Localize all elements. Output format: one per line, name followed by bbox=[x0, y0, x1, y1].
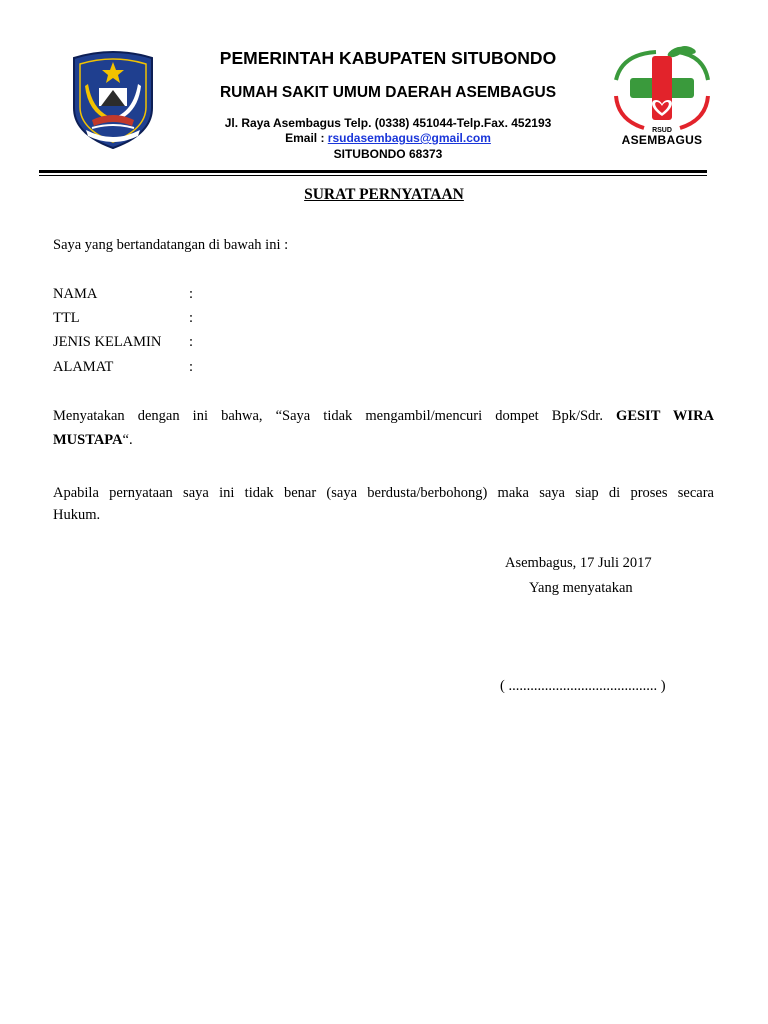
field-label-ttl: TTL bbox=[53, 310, 80, 326]
field-colon: : bbox=[189, 359, 194, 375]
statement-line-2 bbox=[53, 432, 133, 449]
statement-name-part2: MUSTAPA bbox=[53, 432, 123, 448]
field-label-nama: NAMA bbox=[53, 286, 98, 302]
email-label: Email : bbox=[285, 131, 328, 145]
field-colon: : bbox=[189, 310, 194, 326]
field-label-alamat: ALAMAT bbox=[53, 359, 114, 375]
statement-name-part1: GESIT WIRA bbox=[616, 408, 715, 424]
letterhead-city: SITUBONDO 68373 bbox=[333, 147, 443, 161]
letterhead bbox=[0, 0, 768, 180]
letterhead-rule-thick bbox=[39, 170, 707, 173]
field-colon: : bbox=[189, 334, 194, 350]
consequence-line-1: Apabila pernyataan saya ini tidak benar (saya berdusta/berbohong) maka saya siap di proses secara bbox=[53, 485, 714, 501]
place-date: Asembagus, 17 Juli 2017 bbox=[505, 555, 652, 571]
document-title: SURAT PERNYATAAN bbox=[304, 186, 464, 203]
regency-crest-icon bbox=[68, 50, 158, 150]
rsud-logo-name: ASEMBAGUS bbox=[621, 133, 703, 147]
closing-text: Yang menyatakan bbox=[529, 580, 633, 596]
intro-text: Saya yang bertandatangan di bawah ini : bbox=[53, 237, 289, 253]
field-colon: : bbox=[189, 286, 194, 302]
statement-line-1 bbox=[53, 404, 714, 428]
consequence-line-2: Hukum. bbox=[53, 507, 101, 523]
field-label-jenis-kelamin: JENIS KELAMIN bbox=[53, 334, 162, 350]
statement-prefix: Menyatakan dengan ini bahwa, “Saya tidak mengambil/mencuri dompet Bpk/Sdr. bbox=[53, 408, 617, 424]
letterhead-address: Jl. Raya Asembagus Telp. (0338) 451044-Telp.Fax. 452193 bbox=[224, 116, 552, 130]
statement-suffix: “. bbox=[122, 432, 133, 448]
letterhead-email-line bbox=[200, 131, 576, 145]
email-link[interactable]: rsudasembagus@gmail.com bbox=[327, 131, 491, 145]
letterhead-government: PEMERINTAH KABUPATEN SITUBONDO bbox=[219, 48, 557, 68]
rsud-logo-label: RSUD bbox=[652, 127, 672, 134]
letterhead-hospital: RUMAH SAKIT UMUM DAERAH ASEMBAGUS bbox=[219, 84, 557, 101]
signature-line: ( ......................................... ) bbox=[500, 678, 666, 694]
letterhead-rule-thin bbox=[39, 175, 707, 176]
